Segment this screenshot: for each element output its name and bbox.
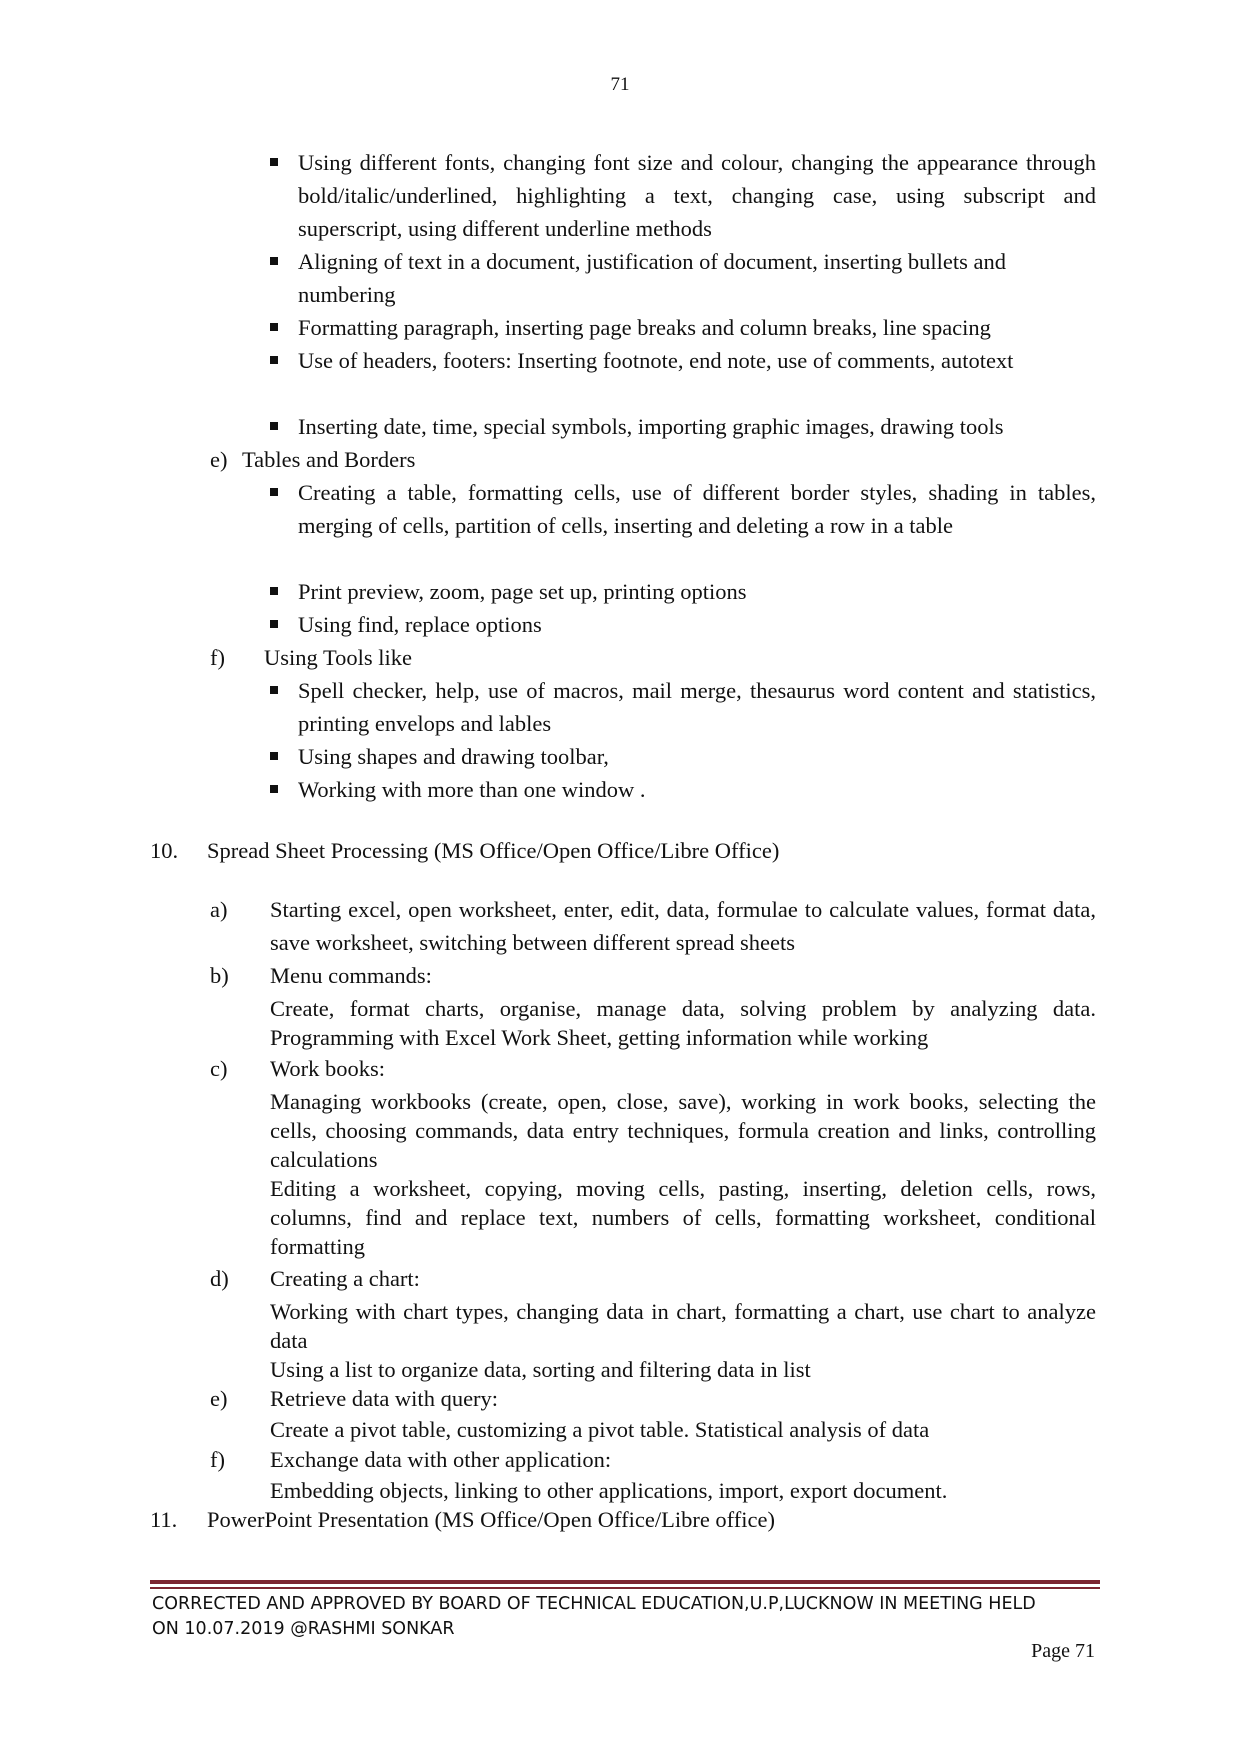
list-item-text: Working with more than one window . xyxy=(298,777,646,802)
item-10-c-label: c) xyxy=(210,1056,228,1081)
page-number-top: 71 xyxy=(610,74,630,95)
item-10-f-paragraph: Embedding objects, linking to other applications, import, export document. xyxy=(270,1478,948,1503)
bullet-square-icon xyxy=(270,356,278,364)
list-item xyxy=(298,245,1096,311)
list-item-text: Print preview, zoom, page set up, printing options xyxy=(298,579,747,604)
item-10-d-title: Creating a chart: xyxy=(270,1266,420,1291)
section-f-label: f) xyxy=(210,645,225,670)
item-10-b-paragraph: Create, format charts, organise, manage data, solving problem by analyzing data. Programming with Excel Work Sheet, getting information while working xyxy=(270,996,1096,1050)
item-10-c-paragraph-2: Editing a worksheet, copying, moving cells, pasting, inserting, deletion cells, rows, columns, find and replace text, numbers of cells, formatting worksheet, conditional formatting xyxy=(270,1176,1096,1259)
item-10-a-label: a) xyxy=(210,897,228,922)
footer-line-2: ON 10.07.2019 @RASHMI SONKAR xyxy=(152,1619,455,1639)
item-10-d-paragraph-2: Using a list to organize data, sorting and filtering data in list xyxy=(270,1357,811,1382)
bullet-square-icon xyxy=(270,752,278,760)
list-item-text: Inserting date, time, special symbols, importing graphic images, drawing tools xyxy=(298,414,1004,439)
list-item-text: Using different fonts, changing font size and colour, changing the appearance through bold/italic/underlined, highlighting a text, changing case, using subscript and superscript, using different underline methods xyxy=(298,150,1096,241)
list-item xyxy=(298,344,1096,377)
list-item-text: Formatting paragraph, inserting page breaks and column breaks, line spacing xyxy=(298,315,991,340)
section-e-label: e) xyxy=(210,447,228,472)
bullet-square-icon xyxy=(270,422,278,430)
list-item-text: Using shapes and drawing toolbar, xyxy=(298,744,609,769)
list-item-text: Using find, replace options xyxy=(298,612,542,637)
item-10-a-text: Starting excel, open worksheet, enter, edit, data, formulae to calculate values, format data, save worksheet, switching between different spread sheets xyxy=(270,897,1096,955)
item-10-c-paragraph-1: Managing workbooks (create, open, close, save), working in work books, selecting the cells, choosing commands, data entry techniques, formula creation and links, controlling calculations xyxy=(270,1089,1096,1172)
list-item xyxy=(298,476,1096,542)
section-e-title: Tables and Borders xyxy=(242,447,416,472)
item-11-number: 11. xyxy=(150,1507,178,1532)
item-10-e-label: e) xyxy=(210,1386,228,1411)
item-10-f-title: Exchange data with other application: xyxy=(270,1447,612,1472)
item-11-title: PowerPoint Presentation (MS Office/Open Office/Libre office) xyxy=(207,1507,775,1532)
list-item-text: Aligning of text in a document, justification of document, inserting bullets and numbering xyxy=(298,249,1006,307)
item-10-title: Spread Sheet Processing (MS Office/Open Office/Libre Office) xyxy=(207,838,780,863)
item-10-e-title: Retrieve data with query: xyxy=(270,1386,499,1411)
list-item xyxy=(298,674,1096,740)
list-item-text: Use of headers, footers: Inserting footnote, end note, use of comments, autotext xyxy=(298,348,1014,373)
item-10-c-title: Work books: xyxy=(270,1056,386,1081)
list-item xyxy=(298,608,1096,641)
bullet-square-icon xyxy=(270,488,278,496)
footer-divider xyxy=(150,1580,1100,1584)
item-10-d-paragraph-1: Working with chart types, changing data in chart, formatting a chart, use chart to analyze data xyxy=(270,1299,1096,1353)
bullet-square-icon xyxy=(270,620,278,628)
list-item xyxy=(298,740,1096,773)
footer-line-1: CORRECTED AND APPROVED BY BOARD OF TECHNICAL EDUCATION,U.P,LUCKNOW IN MEETING HELD xyxy=(152,1594,1036,1614)
list-item-text: Spell checker, help, use of macros, mail merge, thesaurus word content and statistics, printing envelops and lables xyxy=(298,678,1096,736)
item-10-e-paragraph: Create a pivot table, customizing a pivot table. Statistical analysis of data xyxy=(270,1417,930,1442)
list-item xyxy=(298,146,1096,245)
bullet-square-icon xyxy=(270,257,278,265)
bullet-square-icon xyxy=(270,587,278,595)
item-10-b-label: b) xyxy=(210,963,229,988)
bullet-square-icon xyxy=(270,323,278,331)
bullet-square-icon xyxy=(270,686,278,694)
footer-divider-thin xyxy=(150,1587,1100,1589)
item-10-number: 10. xyxy=(150,838,179,863)
bullet-square-icon xyxy=(270,785,278,793)
item-10-d-label: d) xyxy=(210,1266,229,1291)
list-item xyxy=(298,773,1096,806)
list-item-text: Creating a table, formatting cells, use of different border styles, shading in tables, merging of cells, partition of cells, inserting and deleting a row in a table xyxy=(298,480,1096,538)
item-10-f-label: f) xyxy=(210,1447,225,1472)
item-10-b-title: Menu commands: xyxy=(270,963,432,988)
footer-approval-text xyxy=(152,1592,1102,1642)
page-label: Page 71 xyxy=(1031,1640,1095,1662)
list-item xyxy=(298,410,1096,443)
section-f-title: Using Tools like xyxy=(264,645,413,670)
bullet-square-icon xyxy=(270,158,278,166)
list-item xyxy=(298,575,1096,608)
list-item xyxy=(298,311,1096,344)
